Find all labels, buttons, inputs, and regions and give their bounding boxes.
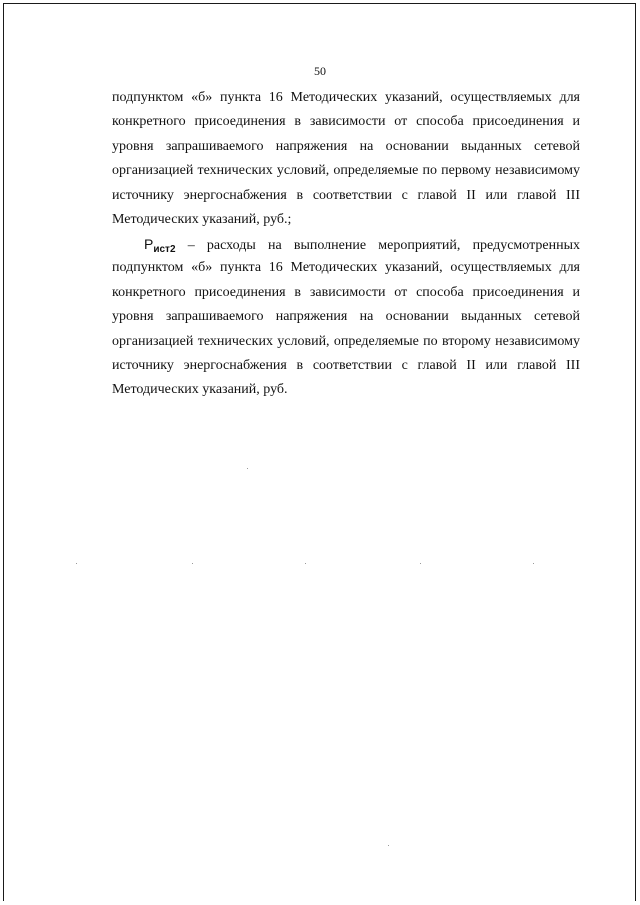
symbol-main: P [144, 236, 154, 252]
paragraph-2-line-5: организацией технических условий, определяемые по второму независимому [112, 333, 580, 349]
paragraph-2-line-3: конкретного присоединения в зависимости от способа присоединения и [112, 284, 580, 300]
symbol-subscript: ист2 [153, 244, 176, 255]
page-number: 50 [314, 64, 326, 78]
scan-speck [192, 563, 193, 564]
paragraph-2 [112, 232, 580, 403]
paragraph-2-line-6: источнику энергоснабжения в соответствии с главой II или главой III [112, 357, 580, 373]
paragraph-1-line-2: конкретного присоединения в зависимости от способа присоединения и [112, 114, 580, 130]
paragraph-1-line-1: подпунктом «б» пункта 16 Методических указаний, осуществляемых для [112, 90, 580, 105]
scan-speck [388, 845, 389, 846]
paragraph-1-line-6: Методических указаний, руб.; [112, 211, 292, 227]
scan-speck [305, 563, 306, 564]
formula-symbol [144, 236, 176, 255]
paragraph-1-line-3: уровня запрашиваемого напряжения на основании выданных сетевой [112, 138, 580, 154]
paragraph-1-line-5: источнику энергоснабжения в соответствии с главой II или главой III [112, 187, 580, 203]
paragraph-1 [112, 86, 580, 232]
paragraph-2-line-2: подпунктом «б» пункта 16 Методических указаний, осуществляемых для [112, 260, 580, 276]
paragraph-1-line-4: организацией технических условий, определяемые по первому независимому [112, 163, 580, 179]
paragraph-2-line-1 [112, 232, 580, 256]
scan-speck [76, 563, 77, 564]
paragraph-2-line-4: уровня запрашиваемого напряжения на основании выданных сетевой [112, 309, 580, 325]
paragraph-2-line-7: Методических указаний, руб. [112, 382, 288, 398]
scan-speck [247, 468, 248, 469]
scan-speck [533, 563, 534, 564]
definition-text: – расходы на выполнение мероприятий, предусмотренных [187, 238, 580, 253]
scan-speck [420, 563, 421, 564]
